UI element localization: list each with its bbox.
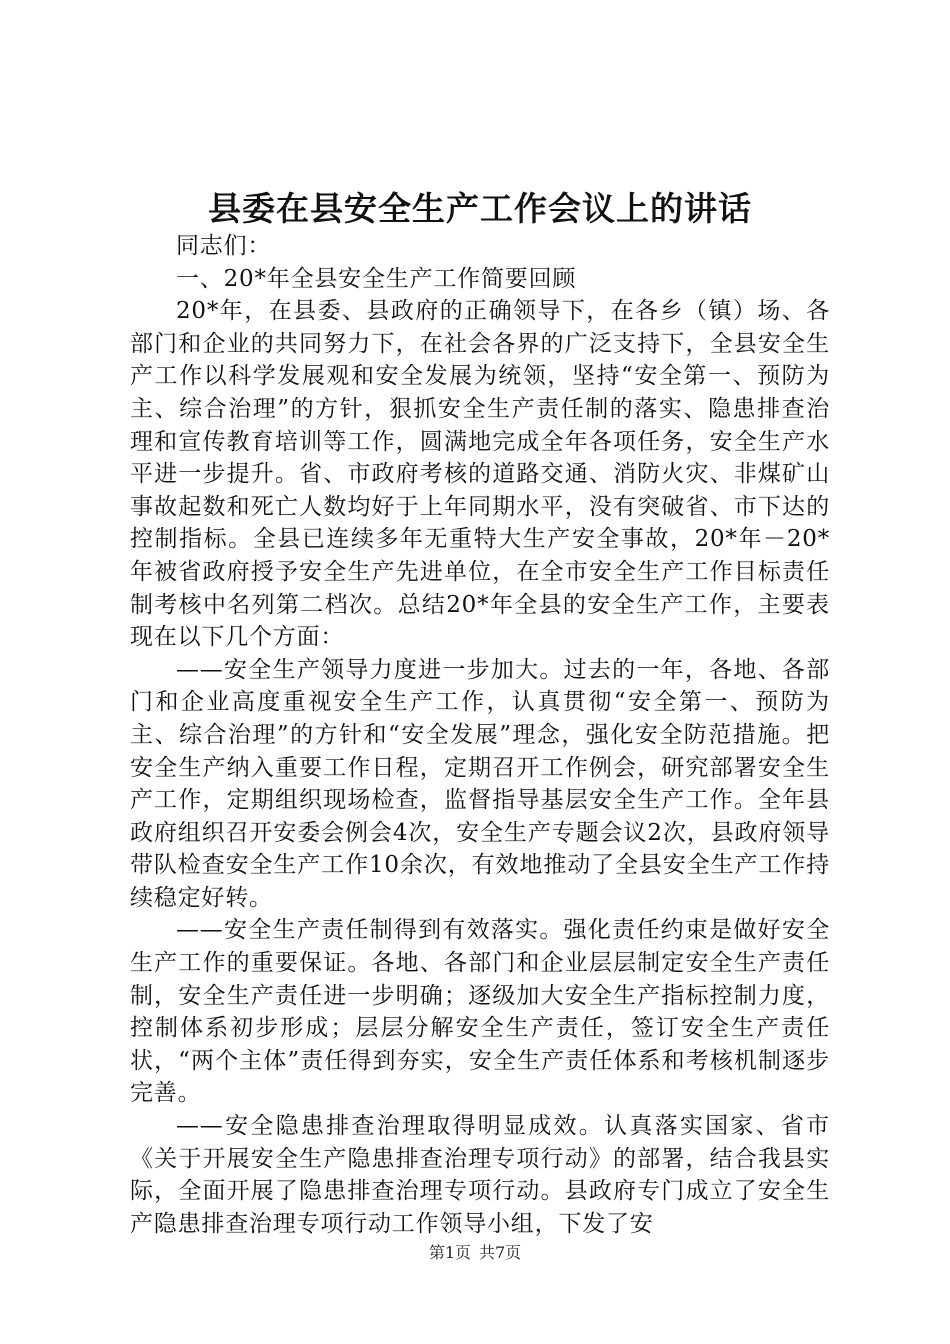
page-total: 共7页 [479, 1243, 522, 1262]
body-paragraph: 20*年，在县委、县政府的正确领导下，在各乡（镇）场、各部门和企业的共同努力下，在社会各界的广泛支持下，全县安全生产工作以科学发展观和安全发展为统领，坚持“安全第一、预防为主、综合治理”的方针，狠抓安全生产责任制的落实、隐患排查治理和宣传教育培训等工作，圆满地完成全年各项任务，安全生产水平进一步提升。省、市政府考核的道路交通、消防火灾、非煤矿山事故起数和死亡人数均好于上年同期水平，没有突破省、市下达的控制指标。全县已连续多年无重特大生产安全事故，20*年－20*年被省政府授予安全生产先进单位，在全市安全生产工作目标责任制考核中名列第二档次。总结20*年全县的安全生产工作，主要表现在以下几个方面： [130, 298, 830, 651]
section-heading: 一、20*年全县安全生产工作简要回顾 [176, 265, 577, 292]
body-paragraph: ——安全生产领导力度进一步加大。过去的一年，各地、各部门和企业高度重视安全生产工作，认真贯彻“安全第一、预防为主、综合治理”的方针和“安全发展”理念，强化安全防范措施。把安全生产纳入重要工作日程，定期召开工作例会，研究部署安全生产工作，定期组织现场检查，监督指导基层安全生产工作。全年县政府组织召开安委会例会4次，安全生产专题会议2次，县政府领导带队检查安全生产工作10余次，有效地推动了全县安全生产工作持续稳定好转。 [130, 656, 830, 911]
page-number: 第1页 [428, 1243, 471, 1262]
body-paragraph: ——安全隐患排查治理取得明显成效。认真落实国家、省市《关于开展安全生产隐患排查治理专项行动》的部署，结合我县实际，全面开展了隐患排查治理专项行动。县政府专门成立了安全生产隐患排查治理专项行动工作领导小组，下发了安 [130, 1113, 830, 1237]
salutation: 同志们： [176, 233, 272, 259]
body-paragraph: ——安全生产责任制得到有效落实。强化责任约束是做好安全生产工作的重要保证。各地、各部门和企业层层制定安全生产责任制，安全生产责任进一步明确；逐级加大安全生产指标控制力度，控制体系初步形成；层层分解安全生产责任，签订安全生产责任状，“两个主体”责任得到夯实，安全生产责任体系和考核机制逐步完善。 [130, 917, 830, 1107]
document-title: 县委在县安全生产工作会议上的讲话 [208, 189, 752, 228]
document-body [130, 230, 830, 1240]
page-footer [0, 1242, 950, 1264]
